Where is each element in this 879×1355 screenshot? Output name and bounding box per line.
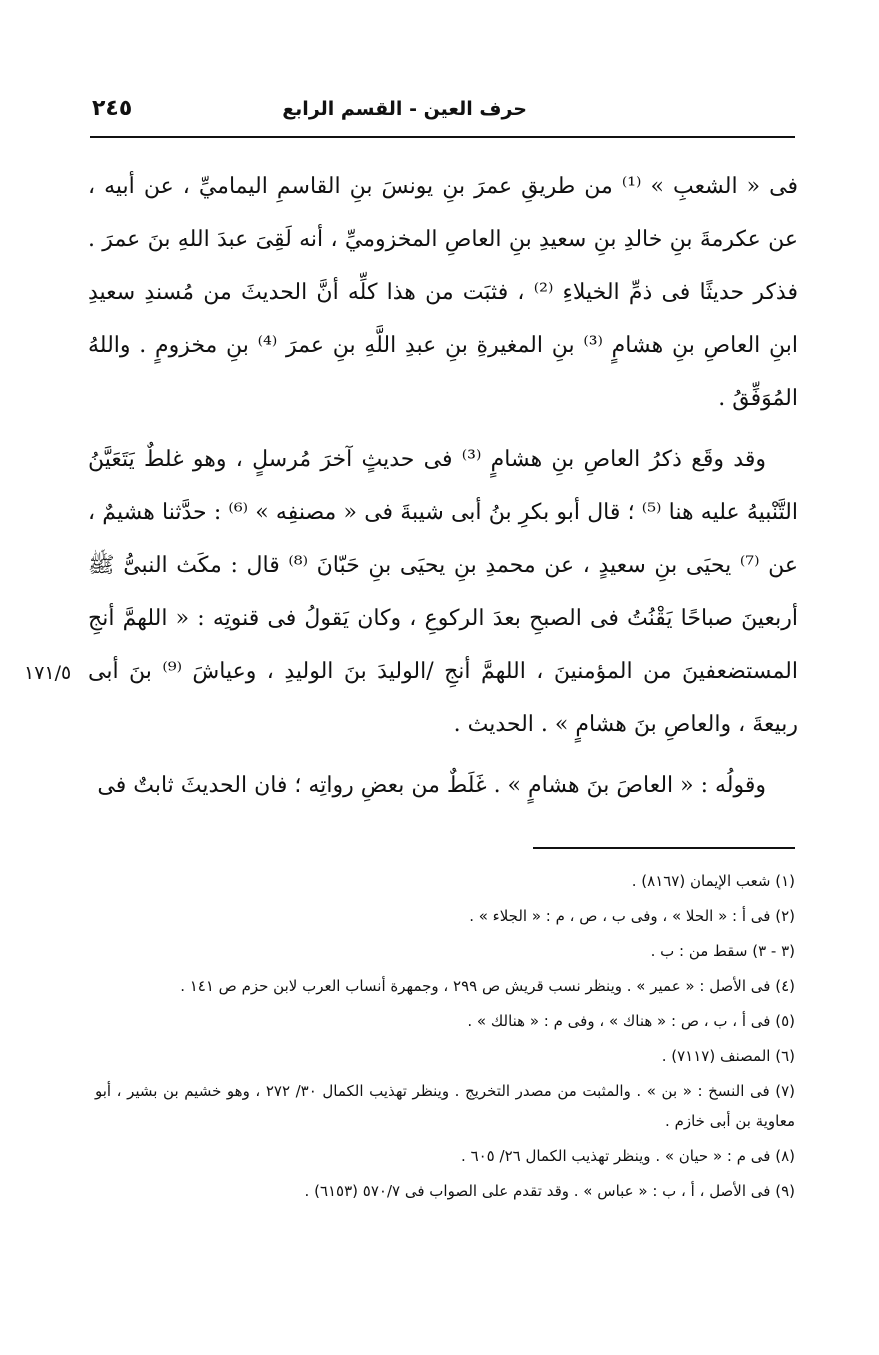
footnote: (٥) فى أ ، ب ، ص : « هناك » ، وفى م : « هنالك » . [467,1012,795,1030]
header-rule [90,136,795,138]
footnote: (١) شعب الإيمان (٨١٦٧) . [631,872,795,890]
footnote: (٣ - ٣) سقط من : ب . [650,942,795,960]
running-title: حرف العين - القسم الرابع [282,98,527,120]
footnote: (٨) فى م : « حيان » . وينظر تهذيب الكمال ٢٦/ ٦٠٥ . [461,1147,795,1165]
main-text [88,160,798,820]
paragraph-3: وقولُه : « العاصَ بنَ هشامٍ » . غَلَطٌ من بعضِ رواتِه ؛ فان الحديثَ ثابتٌ فى [97,773,766,798]
paragraph-1: فى « الشعبِ » ⁽¹⁾ من طريقِ عمرَ بنِ يونسَ بنِ القاسمِ اليماميِّ ، عن أبيه ، عن عكرمةَ بنِ خالدِ بنِ سعيدِ بنِ العاصِ المخزوميِّ ، أنه لَقِىَ عبدَ اللهِ بنَ عمرَ . فذكر حديثًا فى ذمِّ الخيلاءِ ⁽²⁾ ، فثبَت من هذا كلِّه أنَّ الحديثَ من مُسندِ سعيدِ ابنِ العاصِ بنِ هشامٍ ⁽³⁾ بنِ المغيرةِ بنِ عبدِ اللَّهِ بنِ عمرَ ⁽⁴⁾ بنِ مخزومٍ . واللهُ المُوَفِّقُ . [88,174,798,411]
footnote-rule [533,847,795,849]
margin-folio-note: ١٧١/٥ [24,662,72,684]
footnote: (٢) فى أ : « الحلا » ، وفى ب ، ص ، م : « الجلاء » . [469,907,795,925]
page-number: ٢٤٥ [92,96,133,121]
footnote: (٩) فى الأصل ، أ ، ب : « عباس » . وقد تقدم على الصواب فى ٥٧٠/٧ (٦١٥٣) . [304,1182,795,1200]
paragraph-2: وقد وقَع ذكرُ العاصِ بنِ هشامٍ ⁽³⁾ فى حديثٍ آخرَ مُرسلٍ ، وهو غلطٌ يَتَعَيَّنُ التَّنْبيهُ عليه هنا ⁽⁵⁾ ؛ قال أبو بكرِ بنُ أبى شيبةَ فى « مصنفِه » ⁽⁶⁾ : حدَّثنا هشيمٌ ، عن ⁽⁷⁾ يحيَى بنِ سعيدٍ ، عن محمدِ بنِ يحيَى بنِ حَبّانَ ⁽⁸⁾ قال : مكَث النبىُّ ﷺ أربعينَ صباحًا يَقْنُتُ فى الصبحِ بعدَ الركوعِ ، وكان يَقولُ فى قنوتِه : « اللهمَّ أنجِ المستضعفينَ من المؤمنينَ ، اللهمَّ أنجِ /الوليدَ بنَ الوليدِ ، وعياشَ ⁽⁹⁾ بنَ أبى ربيعةَ ، والعاصِ بنَ هشامٍ » . الحديث . [88,447,798,737]
footnote: (٦) المصنف (٧١١٧) . [661,1047,795,1065]
footnote: (٧) فى النسخ : « بن » . والمثبت من مصدر التخريج . وينظر تهذيب الكمال ٣٠/ ٢٧٢ ، وهو خشيم بن بشير ، أبو معاوية بن أبى خازم . [95,1082,796,1130]
footnotes [95,866,795,1211]
footnote: (٤) فى الأصل : « عمير » . وينظر نسب قريش ص ٢٩٩ ، وجمهرة أنساب العرب لابن حزم ص ١٤١ . [180,977,795,995]
